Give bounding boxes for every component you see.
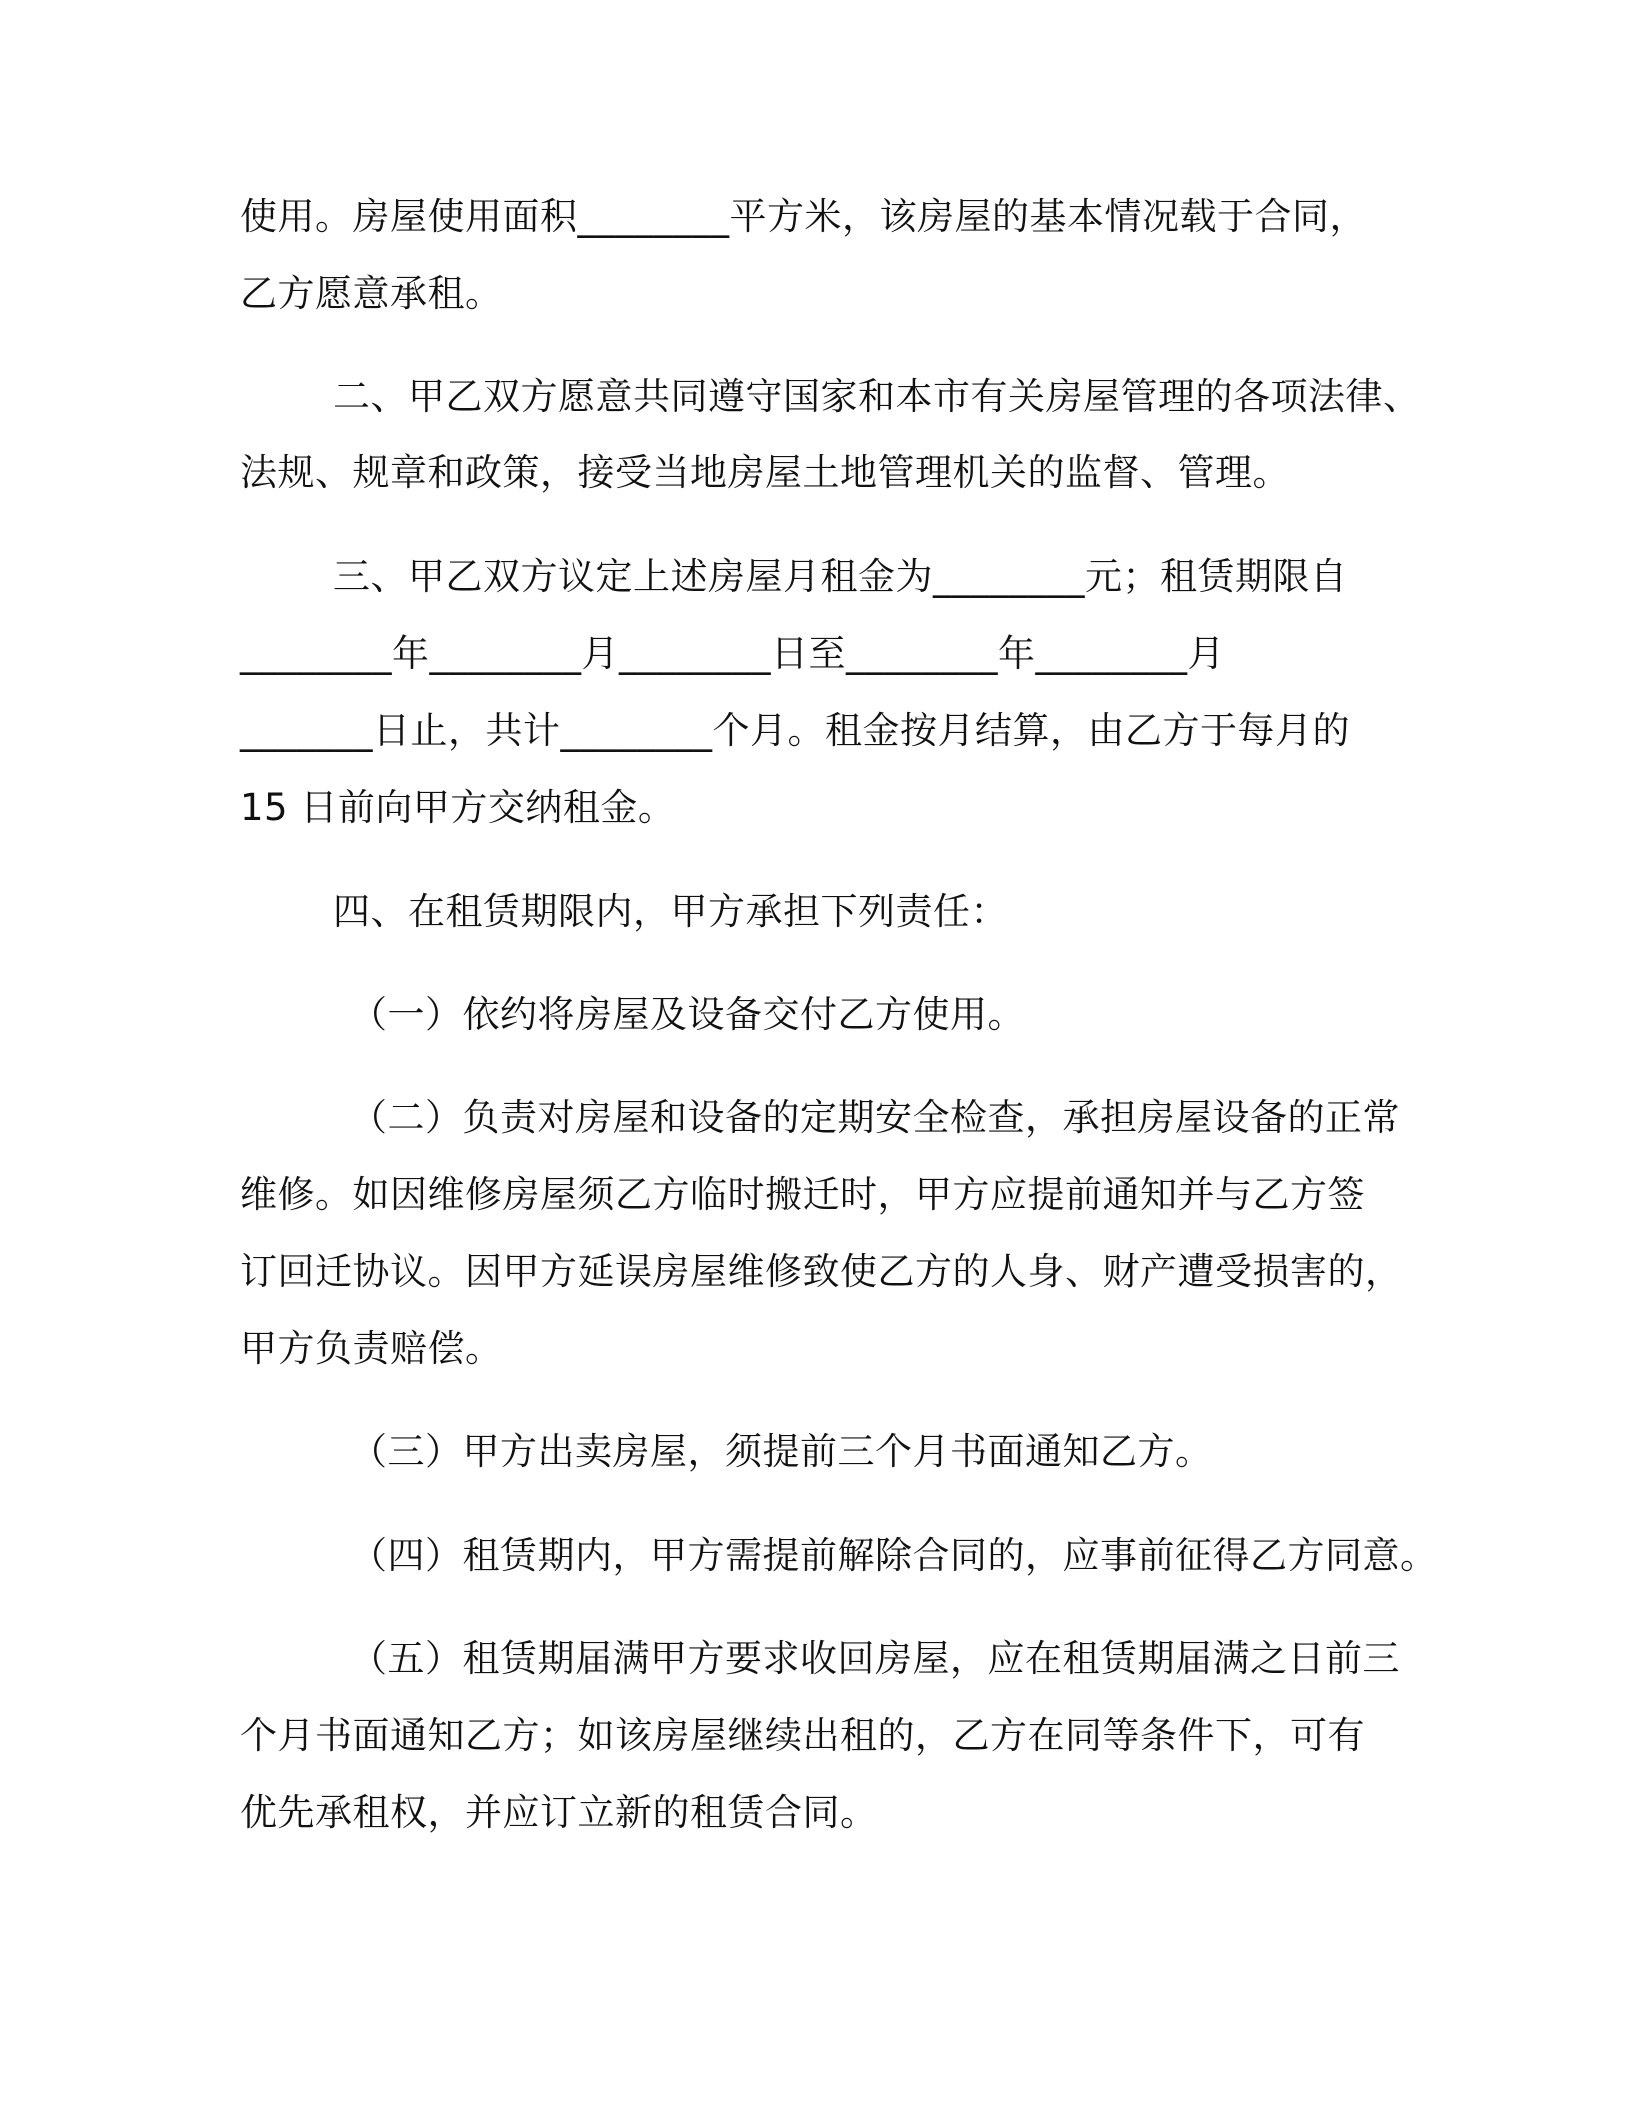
clause-3-heading-line: 三、甲乙双方议定上述房屋月租金为________元；租赁期限自 [333, 555, 1348, 598]
text-line: 甲方负责赔偿。 [240, 1327, 503, 1370]
text-line: 维修。如因维修房屋须乙方临时搬迁时，甲方应提前通知并与乙方签 [240, 1173, 1365, 1216]
clause-4-heading-line: 四、在租赁期限内，甲方承担下列责任： [333, 890, 1008, 933]
text-line: ________年________月________日至________年________月 [240, 632, 1225, 675]
subclause-1-line: （一）依约将房屋及设备交付乙方使用。 [350, 993, 1025, 1036]
text-line: 使用。房屋使用面积________平方米，该房屋的基本情况载于合同， [240, 195, 1367, 238]
subclause-3-line: （三）甲方出卖房屋，须提前三个月书面通知乙方。 [350, 1430, 1213, 1473]
text-line: 个月书面通知乙方；如该房屋继续出租的，乙方在同等条件下，可有 [240, 1714, 1365, 1757]
clause-2-heading-line: 二、甲乙双方愿意共同遵守国家和本市有关房屋管理的各项法律、 [333, 375, 1421, 418]
text-line: 乙方愿意承租。 [240, 272, 503, 315]
subclause-2-line: （二）负责对房屋和设备的定期安全检查，承担房屋设备的正常 [350, 1096, 1400, 1139]
subclause-4-line: （四）租赁期内，甲方需提前解除合同的，应事前征得乙方同意。 [350, 1534, 1438, 1577]
subclause-5-line: （五）租赁期届满甲方要求收回房屋，应在租赁期届满之日前三 [350, 1637, 1400, 1680]
text-line: 订回迁协议。因甲方延误房屋维修致使乙方的人身、财产遭受损害的， [240, 1250, 1403, 1293]
text-line: _______日止，共计________个月。租金按月结算，由乙方于每月的 [240, 709, 1350, 752]
text-line: 优先承租权，并应订立新的租赁合同。 [240, 1791, 878, 1834]
text-line: 15 日前向甲方交纳租金。 [240, 786, 676, 829]
text-line: 法规、规章和政策，接受当地房屋土地管理机关的监督、管理。 [240, 451, 1290, 494]
